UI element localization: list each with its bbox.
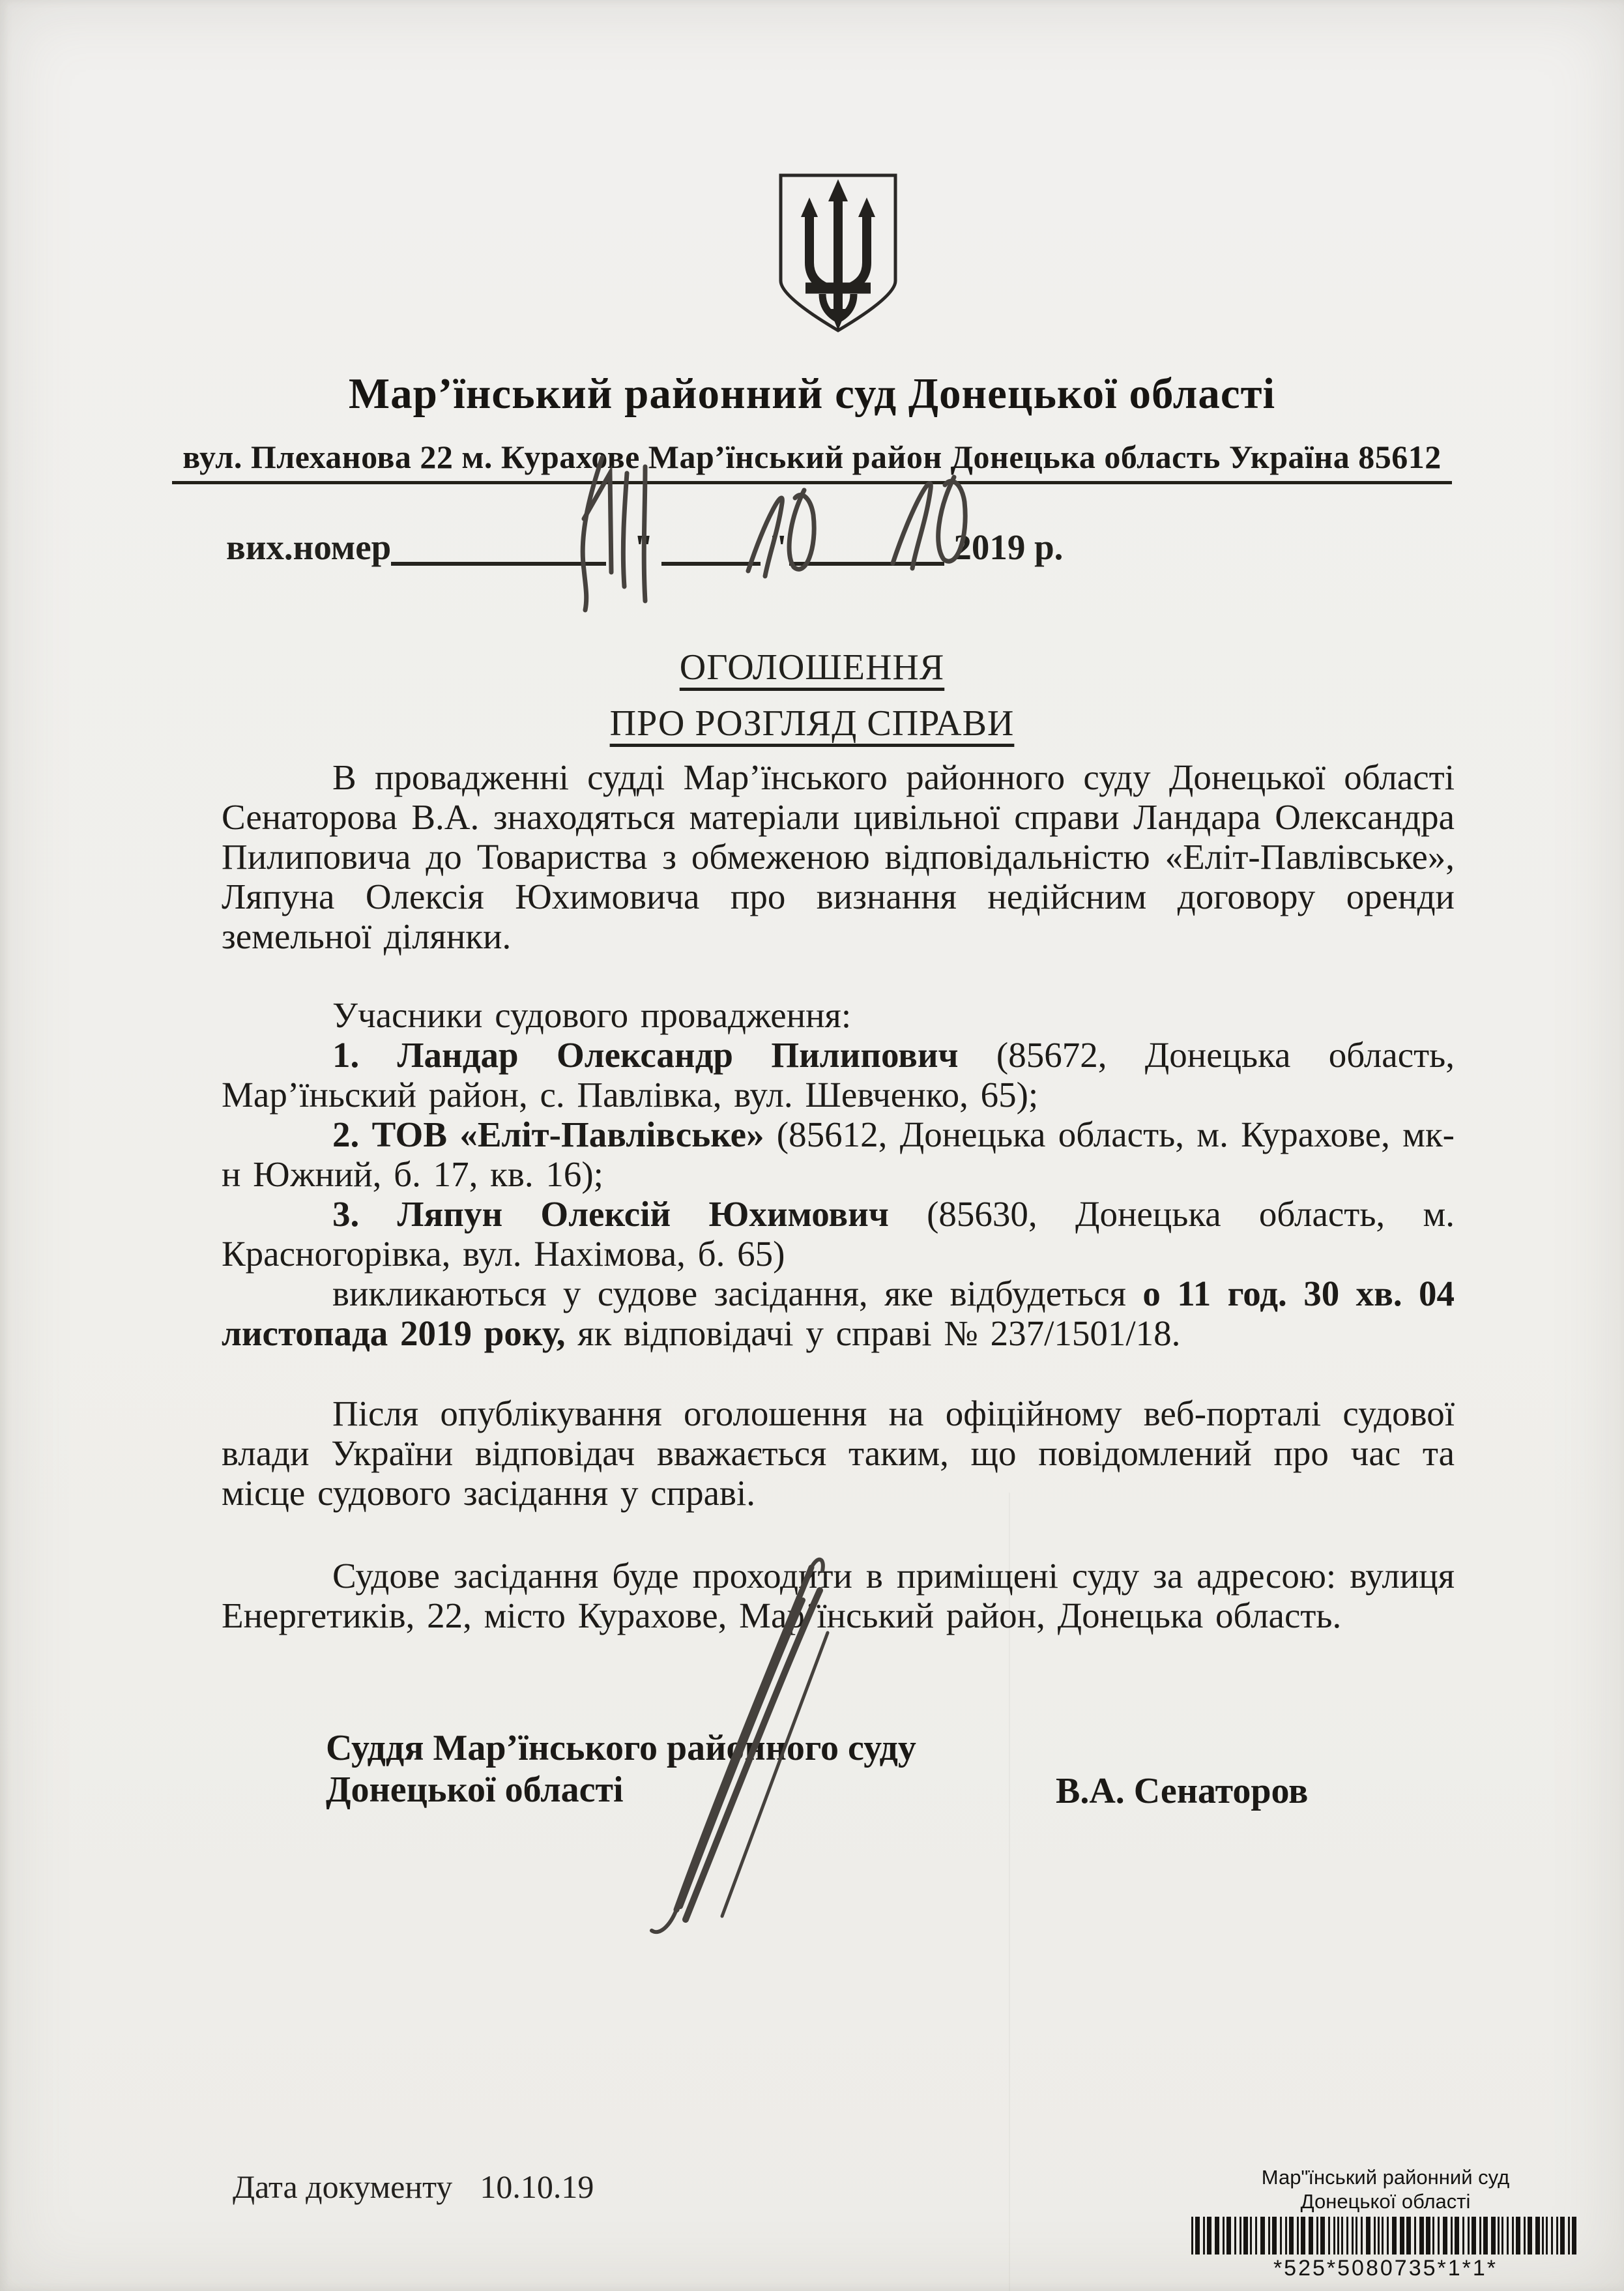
participant-2-name: 2. ТОВ «Еліт-Павлівське» bbox=[332, 1115, 764, 1154]
participants-intro: Учасники судового провадження: bbox=[332, 995, 852, 1035]
paragraph-web-portal: Після опублікування оголошення на офіційному веб-порталі судової влади України відповідач вважається таким, що повідомлений про час та місце судового засідання у справі. bbox=[222, 1394, 1455, 1513]
ukraine-trident-emblem bbox=[777, 171, 899, 336]
close-quote: " bbox=[768, 527, 789, 567]
judge-name: В.А. Сенаторов bbox=[1056, 1771, 1309, 1811]
participant-1-address: (85672, Донецька область, Мар’їньский район, с. Павлівка, вул. Шевченко, 65); bbox=[222, 1035, 1455, 1115]
title-line-2: ПРО РОЗГЛЯД СПРАВИ bbox=[609, 703, 1015, 744]
hearing-datetime: о 11 год. 30 хв. 04 листопада 2019 року, bbox=[222, 1274, 1455, 1353]
participant-1-name: 1. Ландар Олександр Пилипович bbox=[332, 1035, 959, 1075]
year-label: 2019 р. bbox=[953, 527, 1064, 567]
document-date-label: Дата документу bbox=[233, 2168, 453, 2205]
day-blank-line bbox=[661, 529, 761, 566]
participant-2-address: (85612, Донецька область, м. Курахове, мк-н Южний, б. 17, кв. 16); bbox=[222, 1115, 1455, 1194]
paragraph-case-intro: В провадженні судді Мар’їнського районного суду Донецької області Сенаторова В.А. знаходяться матеріали цивільної справи Ландара Олександра Пилиповича до Товариства з обмеженою відповідальністю «Еліт-Павлівське», Ляпуна Олексія Юхимовича про визнання недійсним договору оренди земельної ділянки. bbox=[222, 757, 1455, 956]
participant-3-name: 3. Ляпун Олексій Юхимович bbox=[332, 1194, 889, 1234]
document-title bbox=[0, 647, 1624, 744]
outgoing-number-label: вих.номер bbox=[226, 527, 392, 567]
participant-item-2 bbox=[222, 1115, 1455, 1194]
barcode-text: *525*5080735*1*1* bbox=[1273, 2256, 1498, 2281]
open-quote: " bbox=[633, 527, 654, 567]
signature-block bbox=[326, 1727, 1473, 1811]
participant-item-1 bbox=[222, 1035, 1455, 1115]
month-blank-line bbox=[789, 529, 944, 566]
barcode bbox=[1167, 2217, 1604, 2255]
document-body bbox=[222, 757, 1455, 1635]
judge-title-line-2: Донецької області bbox=[326, 1770, 624, 1810]
participant-3-address: (85630, Донецька область, м. Красногорівка, вул. Нахімова, б. 65) bbox=[222, 1194, 1455, 1274]
registration-stamp bbox=[1167, 2165, 1604, 2281]
outgoing-number-line bbox=[226, 523, 1063, 568]
title-line-1: ОГОЛОШЕННЯ bbox=[679, 647, 945, 688]
document-date-value: 10.10.19 bbox=[480, 2168, 594, 2205]
participant-item-3 bbox=[222, 1194, 1455, 1274]
document-date-row bbox=[233, 2168, 594, 2206]
scan-crease-line bbox=[1009, 1493, 1010, 2291]
court-address: вул. Плеханова 22 м. Курахове Мар’їнський район Донецька область Україна 85612 bbox=[172, 438, 1452, 484]
stamp-court-region: Донецької області bbox=[1300, 2190, 1471, 2213]
court-address-row bbox=[0, 438, 1624, 484]
stamp-court-name: Мар"їнський районний суд bbox=[1261, 2166, 1510, 2189]
judge-title-line-1: Суддя Мар’їнського районного суду bbox=[326, 1728, 916, 1768]
paragraph-location: Судове засідання буде проходити в приміщені суду за адресою: вулиця Енергетиків, 22, місто Курахове, Мар’їнський район, Донецька область. bbox=[222, 1556, 1455, 1635]
number-blank-line bbox=[391, 529, 606, 566]
court-name-heading: Мар’їнський районний суд Донецької області bbox=[348, 370, 1276, 418]
paragraph-summons: викликаються у судове засідання, яке відбудеться о 11 год. 30 хв. 04 листопада 2019 року, як відповідачі у справі № 237/1501/18. bbox=[222, 1274, 1455, 1353]
